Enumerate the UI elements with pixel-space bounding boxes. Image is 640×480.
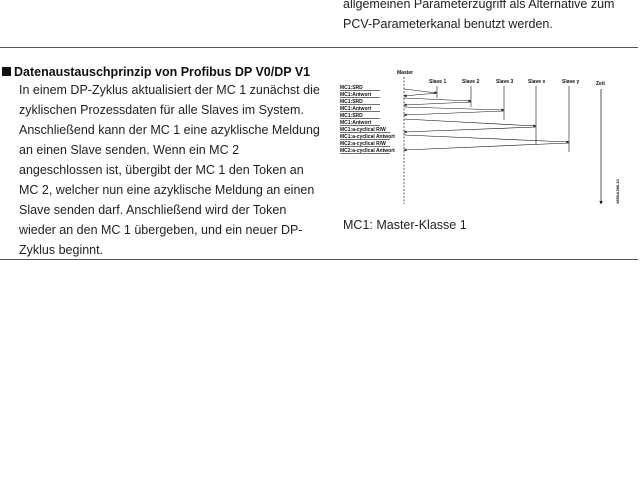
dp-cycle-sequence-diagram	[338, 64, 622, 212]
section-heading	[2, 65, 310, 79]
message-underline	[340, 97, 380, 98]
section-paragraph: In einem DP-Zyklus aktualisiert der MC 1 zunächst die zyklischen Prozessdaten für alle Slaves im System. Anschließend kann der MC 1 eine azyklische Meldung an einen Slave senden. Wenn ein MC 2 angeschlossen ist, übergibt der MC 1 den Token an MC 2, welcher nun eine azyklische Meldung an einen Slave senden darf. Anschließend wird der Token wieder an den MC 1 übergeben, und ein neuer DP-Zyklus beginnt.	[19, 83, 320, 257]
message-label: MC2:a-cyclical R/W	[340, 141, 386, 147]
message-underline	[340, 125, 380, 126]
master-label: Master	[397, 70, 414, 76]
message-label: MC1:SRD	[340, 99, 363, 105]
column-label-slave-1: Slave 1	[429, 79, 447, 85]
msg-arrow	[404, 111, 504, 115]
column-label-slave-3: Slave 3	[496, 79, 514, 85]
msg-arrow	[404, 135, 569, 142]
column-label-zeit: Zeit	[596, 81, 605, 87]
column-label-slave-2: Slave 2	[462, 79, 480, 85]
msg-arrow	[404, 98, 471, 101]
message-underline	[340, 139, 390, 140]
column-label-slave-x: Slave x	[528, 79, 546, 85]
figure-caption: MC1: Master-Klasse 1	[343, 218, 467, 232]
message-label: MC1:SRD	[340, 85, 363, 91]
message-underline	[340, 118, 380, 119]
message-underline	[340, 132, 390, 133]
message-label: MC1:SRD	[340, 113, 363, 119]
msg-arrow	[404, 127, 536, 132]
column-label-slave-y: Slave y	[562, 79, 580, 85]
message-label: MC1:Antwort	[340, 120, 372, 126]
msg-arrow	[404, 93, 437, 96]
message-label: MC1:Antwort	[340, 106, 372, 112]
section-heading-text: Datenaustauschprinzip von Profibus DP V0/DP V1	[14, 65, 311, 79]
bullet-square-icon	[2, 67, 11, 76]
msg-arrow	[404, 119, 536, 126]
message-label: MC1:Antwort	[340, 92, 372, 98]
message-underline	[340, 146, 390, 147]
message-underline	[340, 90, 380, 91]
divider	[0, 47, 638, 48]
msg-arrow	[404, 143, 569, 150]
msg-arrow	[404, 89, 437, 93]
figure-id: 195NA286.10	[615, 179, 620, 204]
message-underline	[340, 111, 380, 112]
msg-arrow	[404, 107, 504, 110]
msg-arrow	[404, 102, 471, 105]
message-label: MC1:a-cyclical Antwort	[340, 134, 395, 140]
message-underline	[340, 153, 390, 154]
message-label: MC1:a-cyclical R/W	[340, 127, 386, 133]
top-paragraph-line: allgemeinen Parameterzugriff als Alternative zum	[343, 0, 615, 11]
message-underline	[340, 104, 380, 105]
message-label: MC2:a-cyclical Antwort	[340, 148, 395, 154]
top-paragraph	[343, 0, 633, 34]
divider	[0, 259, 638, 260]
top-paragraph-line: PCV-Parameterkanal benutzt werden.	[343, 17, 553, 31]
